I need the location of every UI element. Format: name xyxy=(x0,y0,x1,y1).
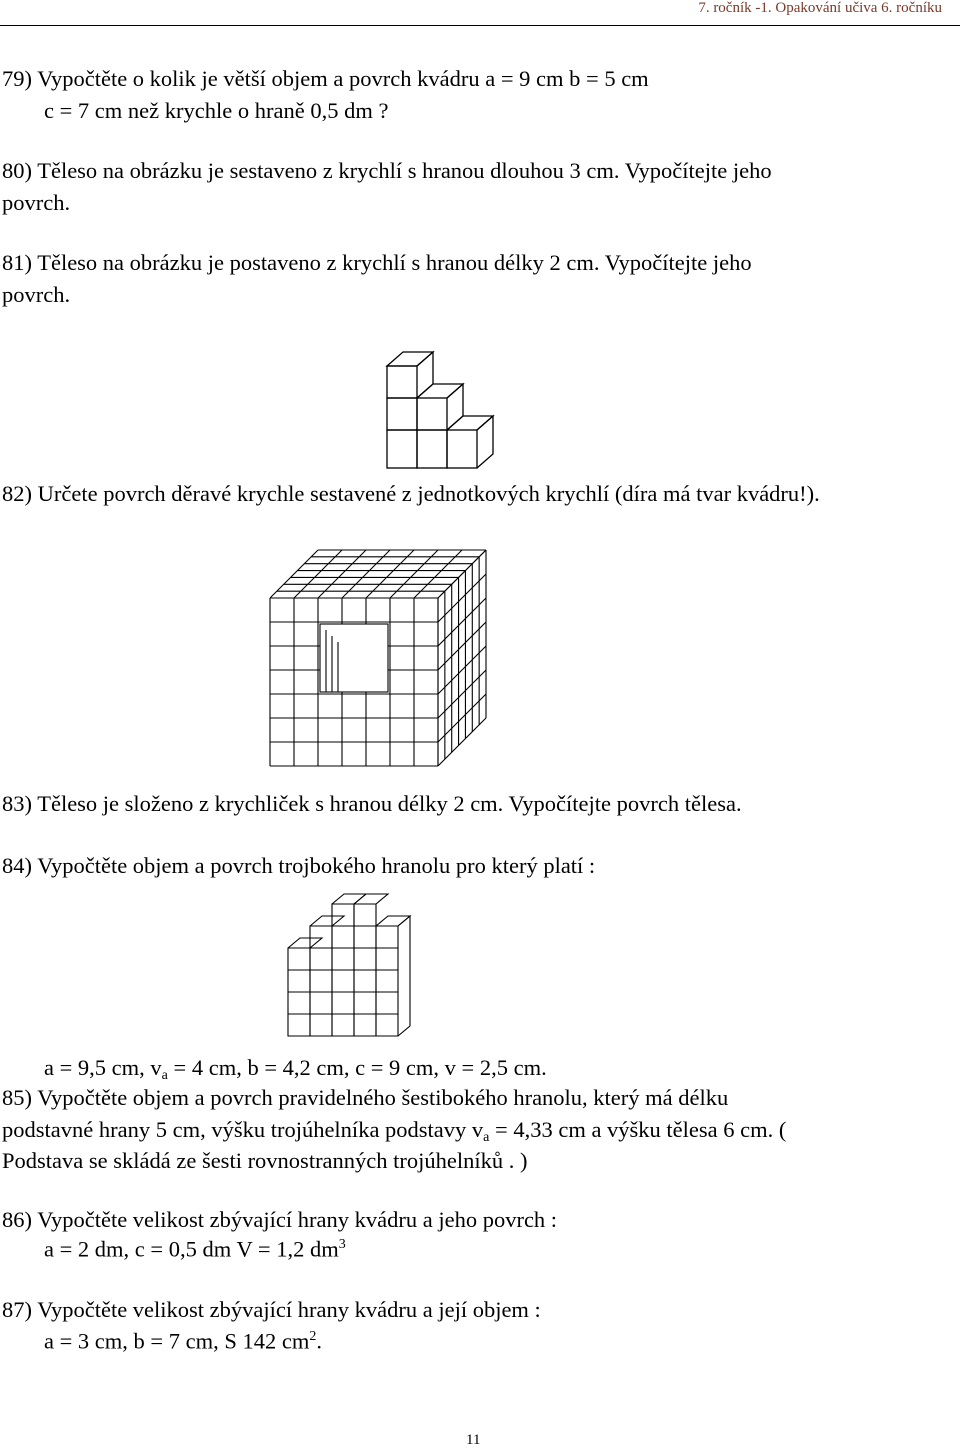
p87-line2end: . xyxy=(316,1328,322,1354)
problem-81-line2: povrch. xyxy=(2,282,71,307)
problem-80-line1: 80) Těleso na obrázku je sestaveno z krychlí s hranou dlouhou 3 cm. Vypočítejte jeho xyxy=(2,158,772,183)
problem-85-line2 xyxy=(2,1119,786,1145)
problem-85-line3: Podstava se skládá ze šesti rovnostranných trojúhelníků . ) xyxy=(2,1148,528,1173)
p86-line2a: a = 2 dm, c = 0,5 dm V = 1,2 dm xyxy=(44,1236,339,1262)
problem-86-line1: 86) Vypočtěte velikost zbývající hrany kvádru a jeho povrch : xyxy=(2,1207,558,1232)
header-rule xyxy=(0,25,960,26)
problem-81-line1: 81) Těleso na obrázku je postaveno z krychlí s hranou délky 2 cm. Vypočítejte jeho xyxy=(2,250,752,275)
page-number: 11 xyxy=(466,1432,481,1448)
params-a: a = 9,5 cm, v xyxy=(44,1055,162,1080)
problem-82-line1: 82) Určete povrch děravé krychle sestavené z jednotkových krychlí (díra má tvar kvádru!). xyxy=(2,481,820,506)
page-header: 7. ročník -1. Opakování učiva 6. ročníku xyxy=(698,0,942,16)
p87-sup: 2 xyxy=(309,1329,317,1344)
problem-87-line1: 87) Vypočtěte velikost zbývající hrany kvádru a její objem : xyxy=(2,1297,541,1322)
figure-stepped-body xyxy=(385,350,500,470)
p85-line2a: podstavné hrany 5 cm, výšku trojúhelníka podstavy v xyxy=(2,1117,484,1142)
problem-87-line2 xyxy=(44,1330,322,1353)
problem-83-line1: 83) Těleso je složeno z krychliček s hranou délky 2 cm. Vypočítejte povrch tělesa. xyxy=(2,791,742,816)
params-sub: a xyxy=(161,1068,168,1083)
problem-79-line2: c = 7 cm než krychle o hraně 0,5 dm ? xyxy=(44,98,389,123)
problem-79-line1: 79) Vypočtěte o kolik je větší objem a povrch kvádru a = 9 cm b = 5 cm xyxy=(2,66,649,91)
problem-86-line2 xyxy=(44,1238,346,1261)
cube-hole xyxy=(320,624,388,692)
p85-sub: a xyxy=(483,1130,490,1145)
problem-85-line1: 85) Vypočtěte objem a povrch pravidelného šestibokého hranolu, který má délku xyxy=(2,1085,729,1110)
figure-block-stack xyxy=(286,890,416,1042)
problem-84-line1: 84) Vypočtěte objem a povrch trojbokého hranolu pro který platí : xyxy=(2,853,596,878)
p86-sup: 3 xyxy=(338,1237,346,1252)
p85-line2b: = 4,33 cm a výšku tělesa 6 cm. ( xyxy=(489,1117,787,1142)
params-rest: = 4 cm, b = 4,2 cm, c = 9 cm, v = 2,5 cm. xyxy=(167,1055,547,1080)
problem-80-line2: povrch. xyxy=(2,190,71,215)
problem-84-params xyxy=(44,1057,547,1083)
p87-line2a: a = 3 cm, b = 7 cm, S 142 cm xyxy=(44,1328,310,1354)
figure-holey-cube xyxy=(268,548,468,753)
